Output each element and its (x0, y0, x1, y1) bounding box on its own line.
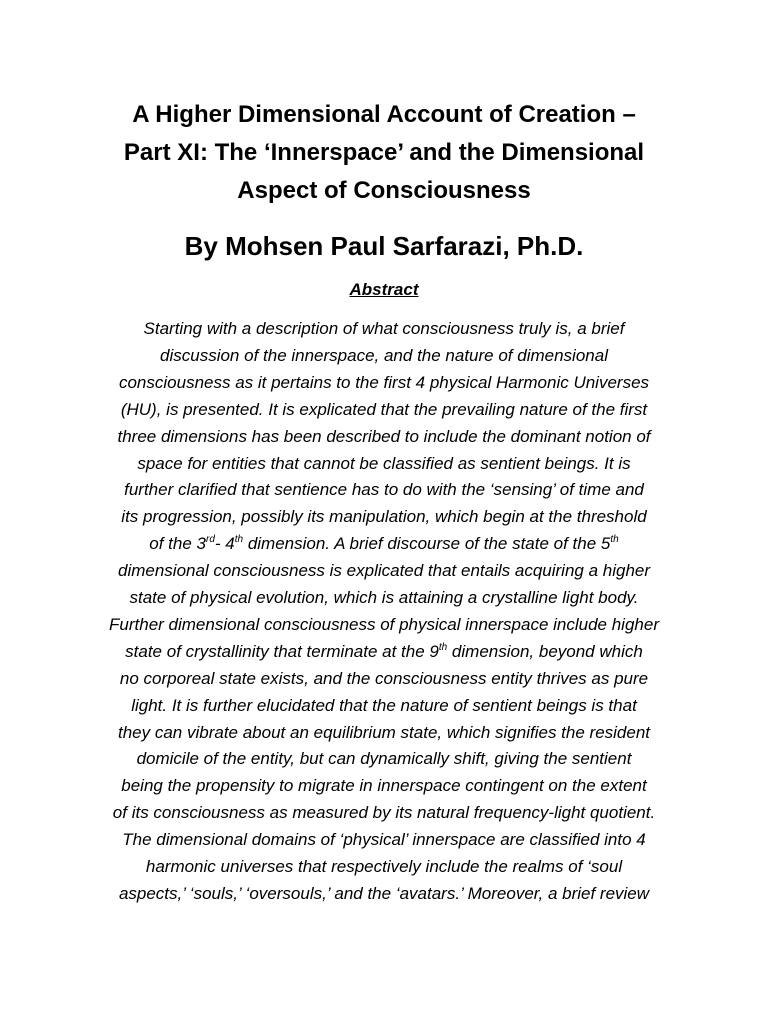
abstract-line (60, 612, 708, 638)
abstract-line (60, 827, 708, 853)
abstract-line (60, 531, 708, 557)
abstract-text: light. It is further elucidated that the nature of sentient beings is that (131, 695, 637, 715)
abstract-text: domicile of the entity, but can dynamically shift, giving the sentient (136, 749, 632, 769)
title-line-3: Aspect of Consciousness (237, 177, 531, 204)
abstract-text: - 4 (214, 534, 235, 554)
abstract-text: harmonic universes that respectively include the realms of ‘soul (145, 857, 623, 876)
abstract-line (60, 746, 708, 772)
abstract-text: space for entities that cannot be classified as sentient beings. It is (137, 453, 631, 473)
abstract-line (60, 343, 708, 369)
abstract-line (60, 854, 708, 880)
abstract-text: dimension, beyond which (447, 641, 643, 661)
abstract-text: its progression, possibly its manipulation, which begin at the threshold (121, 507, 647, 527)
abstract-line (60, 451, 708, 477)
abstract-line (60, 504, 708, 530)
abstract-superscript: th (438, 641, 448, 653)
abstract-text: consciousness as it pertains to the first 4 physical Harmonic Universes (118, 372, 650, 392)
abstract-heading: Abstract (349, 280, 419, 299)
title-line-2: Part XI: The ‘Innerspace’ and the Dimensional (123, 139, 645, 166)
abstract-text: they can vibrate about an equilibrium state, which signifies the resident (117, 722, 651, 742)
title-line-1: A Higher Dimensional Account of Creation – (132, 101, 636, 128)
abstract-text: state of crystallinity that terminate at the 9 (125, 641, 439, 661)
abstract-text: Starting with a description of what consciousness truly is, a brief (143, 319, 625, 338)
abstract-line (60, 316, 708, 342)
abstract-text: no corporeal state exists, and the consciousness entity thrives as pure (119, 668, 649, 688)
abstract-superscript: th (610, 534, 619, 546)
abstract-text: three dimensions has been described to include the dominant notion of (117, 426, 651, 446)
abstract-line (60, 666, 708, 692)
abstract-line (60, 477, 708, 503)
abstract-line (60, 881, 708, 907)
abstract-text: dimensional consciousness is explicated that entails acquiring a higher (117, 561, 651, 581)
abstract-text: further clarified that sentience has to do with the ‘sensing’ of time and (124, 480, 644, 500)
abstract-superscript: th (234, 534, 244, 546)
abstract-text: being the propensity to migrate in innerspace contingent on the extent (121, 776, 647, 796)
abstract-line (60, 773, 708, 799)
abstract-text: of the 3 (149, 534, 206, 554)
abstract-line (60, 424, 708, 450)
abstract-line (60, 800, 708, 826)
abstract-superscript: rd (206, 534, 215, 546)
abstract-line (60, 693, 708, 719)
abstract-text: state of physical evolution, which is attaining a crystalline light body. (129, 588, 639, 607)
abstract-line (60, 585, 708, 611)
abstract-text: (HU), is presented. It is explicated that the prevailing nature of the first (120, 399, 648, 419)
abstract-text: discussion of the innerspace, and the nature of dimensional (160, 345, 608, 365)
abstract-text: of its consciousness as measured by its natural frequency-light quotient. (112, 803, 656, 823)
abstract-text: Further dimensional consciousness of physical innerspace include higher (109, 614, 659, 634)
abstract-line (60, 720, 708, 746)
abstract-line (60, 639, 708, 665)
author-byline: By Mohsen Paul Sarfarazi, Ph.D. (184, 231, 584, 261)
abstract-text: dimension. A brief discourse of the state of the 5 (243, 534, 611, 554)
abstract-line (60, 370, 708, 396)
abstract-line (60, 397, 708, 423)
abstract-line (60, 558, 708, 584)
abstract-text: The dimensional domains of ‘physical’ innerspace are classified into 4 (122, 830, 646, 850)
abstract-text: aspects,’ ‘souls,’ ‘oversouls,’ and the ‘avatars.’ Moreover, a brief review (118, 883, 650, 903)
